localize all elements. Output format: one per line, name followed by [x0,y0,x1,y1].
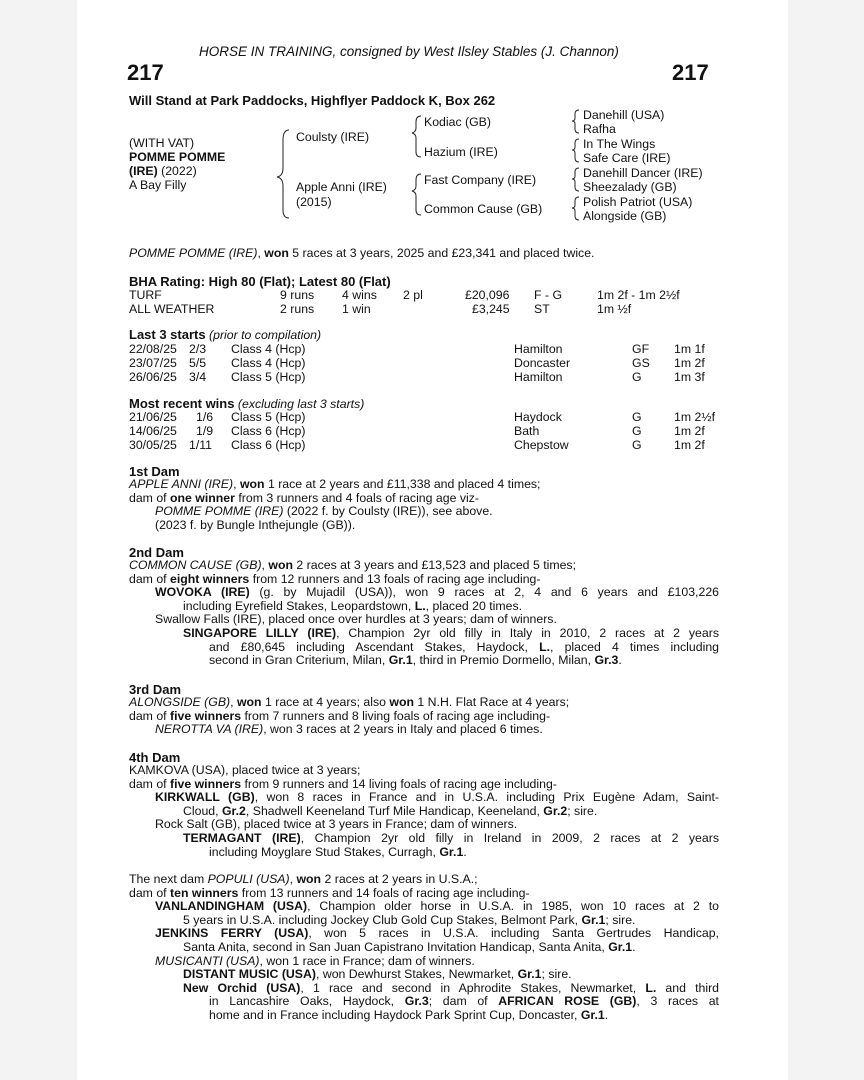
sire-name: Coulsty (IRE) [296,130,370,144]
first-dam-title: 1st Dam [129,464,180,479]
sd-sire: In The Wings [583,137,656,151]
horse-description: A Bay Filly [129,178,187,192]
third-dam-title: 3rd Dam [129,682,182,697]
dd-sire: Polish Patriot (USA) [583,195,693,209]
ss-dam: Rafha [583,122,616,136]
sire-sire: Kodiac (GB) [424,115,491,129]
sd-dam: Safe Care (IRE) [583,151,671,165]
dam-year: (2015) [296,195,332,209]
vat-label: (WITH VAT) [129,136,195,150]
third-dam-text: ALONGSIDE (GB), won 1 race at 4 years; also won 1 N.H. Flat Race at 4 years; dam of five winners from 7 runners and 8 living foals of racing age including- NEROTTA VA (IRE), won 3 races at 2 years in Italy and placed 6 times. [129,695,570,737]
fourth-dam-title: 4th Dam [129,750,181,765]
horse-country-year: (IRE) (2022) [129,164,197,178]
ss-sire: Danehill (USA) [583,108,665,122]
consignor-line: HORSE IN TRAINING, consigned by West Ilsley Stables (J. Channon) [199,44,619,59]
lot-number-right: 217 [672,60,709,85]
horse-name: POMME POMME [129,150,226,164]
next-dam-text: The next dam POPULI (USA), won 2 races at 2 years in U.S.A.; dam of ten winners from 13 runners and 14 foals of racing age including- VANLANDINGHAM (USA), Champion older horse in U.S.A. in 1985, won 10 races at 2 to 5 years in U.S.A. including Jockey Club Gold Cup Stakes, Belmont Park, Gr.1; sire. JENKINS FERRY (USA), won 5 races in U.S.A. including Santa Gertrudes Handicap, Santa Anita, second in San Juan Capistrano Invitation Handicap, Santa Anita, Gr.1. MUSICANTI (USA), won 1 race in France; dam of winners. DISTANT MUSIC (USA), won Dewhurst Stakes, Newmarket, Gr.1; sire. New Orchid (USA), 1 race and second in Aphrodite Stakes, Newmarket, L. and third in Lancashire Oaks, Haydock, Gr.3; dam of AFRICAN ROSE (GB), 3 races at home and in France including Haydock Park Sprint Cup, Doncaster, Gr.1. [129,872,720,1022]
sire-dam: Hazium (IRE) [424,145,498,159]
fourth-dam-text: KAMKOVA (USA), placed twice at 3 years; dam of five winners from 9 runners and 14 living foals of racing age including- KIRKWALL (GB), won 8 races in France and in U.S.A. including Prix Eugène Adam, Saint- Cloud, Gr.2, Shadwell Keeneland Turf Mile Handicap, Keeneland, Gr.2; sire. Rock Salt (GB), placed twice at 3 years in France; dam of winners. TERMAGANT (IRE), Champion 2yr old filly in Ireland in 2009, 2 races at 2 years including Moyglare Stud Stakes, Curragh, Gr.1. [129,763,720,859]
catalogue-page: HORSE IN TRAINING, consigned by West Ilsley Stables (J. Channon) 217 217 Will Stand at Park Paddocks, Highflyer Paddock K, Box 262 (WITH VAT) POMME POMME (IRE) (2022) A Bay Filly Coulsty (IRE) Apple Anni (IRE) (2015) Kodiac (GB) Hazium (IRE) Fast Company (IRE) Common Cause (GB) Danehill (USA) Rafha In The Wings Safe Care (IRE) Danehill Dancer (IRE) Sheezalady (GB) Polish Patriot (USA) Alongside (GB) POMME POMME (IRE), won 5 races at 3 years, 2025 and £23,341 and placed twice. BHA Rating: High 80 (Flat); Latest 80 (Flat) TURF 9 runs 4 wins 2 pl £20,096 F - G 1m 2f - 1m 2½f ALL WEATHER 2 runs 1 win £3,245 ST 1m ½f Last 3 starts (prior to compilation) 22/08/25 2/3 Class 4 (Hcp) Hamilton GF 1m 1f 23/07/25 5/5 Class 4 (Hcp) Doncaster GS 1m 2f 26/06/25 3/4 Class 5 (Hcp) Hamilton G 1m 3f Most recent wins (excluding last 3 starts) 21/06/25 1/6 Class 5 (Hcp) Haydock G 1m 2½f 14/06/25 1/9 Class 6 (Hcp) Bath G 1m 2f 30/05/25 1/11 Class 6 (Hcp) Chepstow G 1m 2f 1st Dam APPLE ANNI (IRE), won 1 race at 2 years and £11,338 and placed 4 times; dam of one winner from 3 runners and 4 foals of racing age viz- POMME POMME (IRE) (2022 f. by Coulsty (IRE)), see above. (2023 f. by Bungle Inthejungle (GB)). 2nd Dam COMMON CAUSE (GB), won 2 races at 3 years and £13,523 and placed 5 times; dam of eight winners from 12 runners and 13 foals of racing age including- WOVOKA (IRE) (g. by Mujadil (USA)), won 9 races at 2, 4 and 6 years and £103,226 including Eyrefield Stakes, Leopardstown, L., placed 20 times. Swallow Falls (IRE), placed once over hurdles at 3 years; dam of winners. SINGAPORE LILLY (IRE), Champion 2yr old filly in Italy in 2010, 2 races at 2 years and £80,645 including Ascendant Stakes, Haydock, L., placed 4 times including second in Gran Criterium, Milan, Gr.1, third in Premio Dormello, Milan, Gr.3. 3rd Dam ALONGSIDE (GB), won 1 race at 4 years; also won 1 N.H. Flat Race at 4 years; dam of five winners from 7 runners and 8 living foals of racing age including- NEROTTA VA (IRE), won 3 races at 2 years in Italy and placed 6 times. 4th Dam KAMKOVA (USA), placed twice at 3 years; dam of five winners from 9 runners and 14 living foals of racing age including- KIRKWALL (GB), won 8 races in France and in U.S.A. including Prix Eugène Adam, Saint- Cloud, Gr.2, Shadwell Keeneland Turf Mile Handicap, Keeneland, Gr.2; sire. Rock Salt (GB), placed twice at 3 years in France; dam of winners. TERMAGANT (IRE), Champion 2yr old filly in Ireland in 2009, 2 races at 2 years including Moyglare Stud Stakes, Curragh, Gr.1. The next dam POPULI (USA), won 2 races at 2 years in U.S.A.; dam of ten winners from 13 runners and 14 foals of racing age including- VANLANDINGHAM (USA), Champion older horse in U.S.A. in 1985, won 10 races at 2 to 5 years in U.S.A. including Jockey Club Gold Cup Stakes, Belmont Park, Gr.1; sire. JENKINS FERRY (USA), won 5 races in U.S.A. including Santa Gertrudes Handicap, Santa Anita, second in San Juan Capistrano Invitation Handicap, Santa Anita, Gr.1. MUSICANTI (USA), won 1 race in France; dam of winners. DISTANT MUSIC (USA), won Dewhurst Stakes, Newmarket, Gr.1; sire. New Orchid (USA), 1 race and second in Aphrodite Stakes, Newmarket, L. and third in Lancashire Oaks, Haydock, Gr.3; dam of AFRICAN ROSE (GB), 3 races at home and in France including Haydock Park Sprint Cup, Doncaster, Gr.1. [77,0,788,1080]
dam-dam: Common Cause (GB) [424,202,543,216]
first-dam-text: APPLE ANNI (IRE), won 1 race at 2 years and £11,338 and placed 4 times; dam of one winner from 3 runners and 4 foals of racing age viz- POMME POMME (IRE) (2022 f. by Coulsty (IRE)), see above. (2023 f. by Bungle Inthejungle (GB)). [129,477,541,532]
ds-dam: Sheezalady (GB) [583,180,677,194]
second-dam-title: 2nd Dam [129,545,184,560]
lot-number-left: 217 [127,60,164,85]
second-dam-text: COMMON CAUSE (GB), won 2 races at 3 years and £13,523 and placed 5 times; dam of eight winners from 12 runners and 13 foals of racing age including- WOVOKA (IRE) (g. by Mujadil (USA)), won 9 races at 2, 4 and 6 years and £103,226 including Eyrefield Stakes, Leopardstown, L., placed 20 times. Swallow Falls (IRE), placed once over hurdles at 3 years; dam of winners. SINGAPORE LILLY (IRE), Champion 2yr old filly in Italy in 2010, 2 races at 2 years and £80,645 including Ascendant Stakes, Haydock, L., placed 4 times including second in Gran Criterium, Milan, Gr.1, third in Premio Dormello, Milan, Gr.3. [129,558,719,668]
race-summary: POMME POMME (IRE), won 5 races at 3 years, 2025 and £23,341 and placed twice. [129,246,595,260]
bha-rating-title: BHA Rating: High 80 (Flat); Latest 80 (Flat) [129,274,391,289]
dam-name: Apple Anni (IRE) [296,180,387,194]
last-3-starts-title: Last 3 starts (prior to compilation) [129,327,322,342]
stand-location: Will Stand at Park Paddocks, Highflyer Paddock K, Box 262 [129,93,496,108]
ds-sire: Danehill Dancer (IRE) [583,166,703,180]
recent-wins-title: Most recent wins (excluding last 3 starts) [129,396,365,411]
dd-dam: Alongside (GB) [583,209,667,223]
dam-sire: Fast Company (IRE) [424,173,537,187]
